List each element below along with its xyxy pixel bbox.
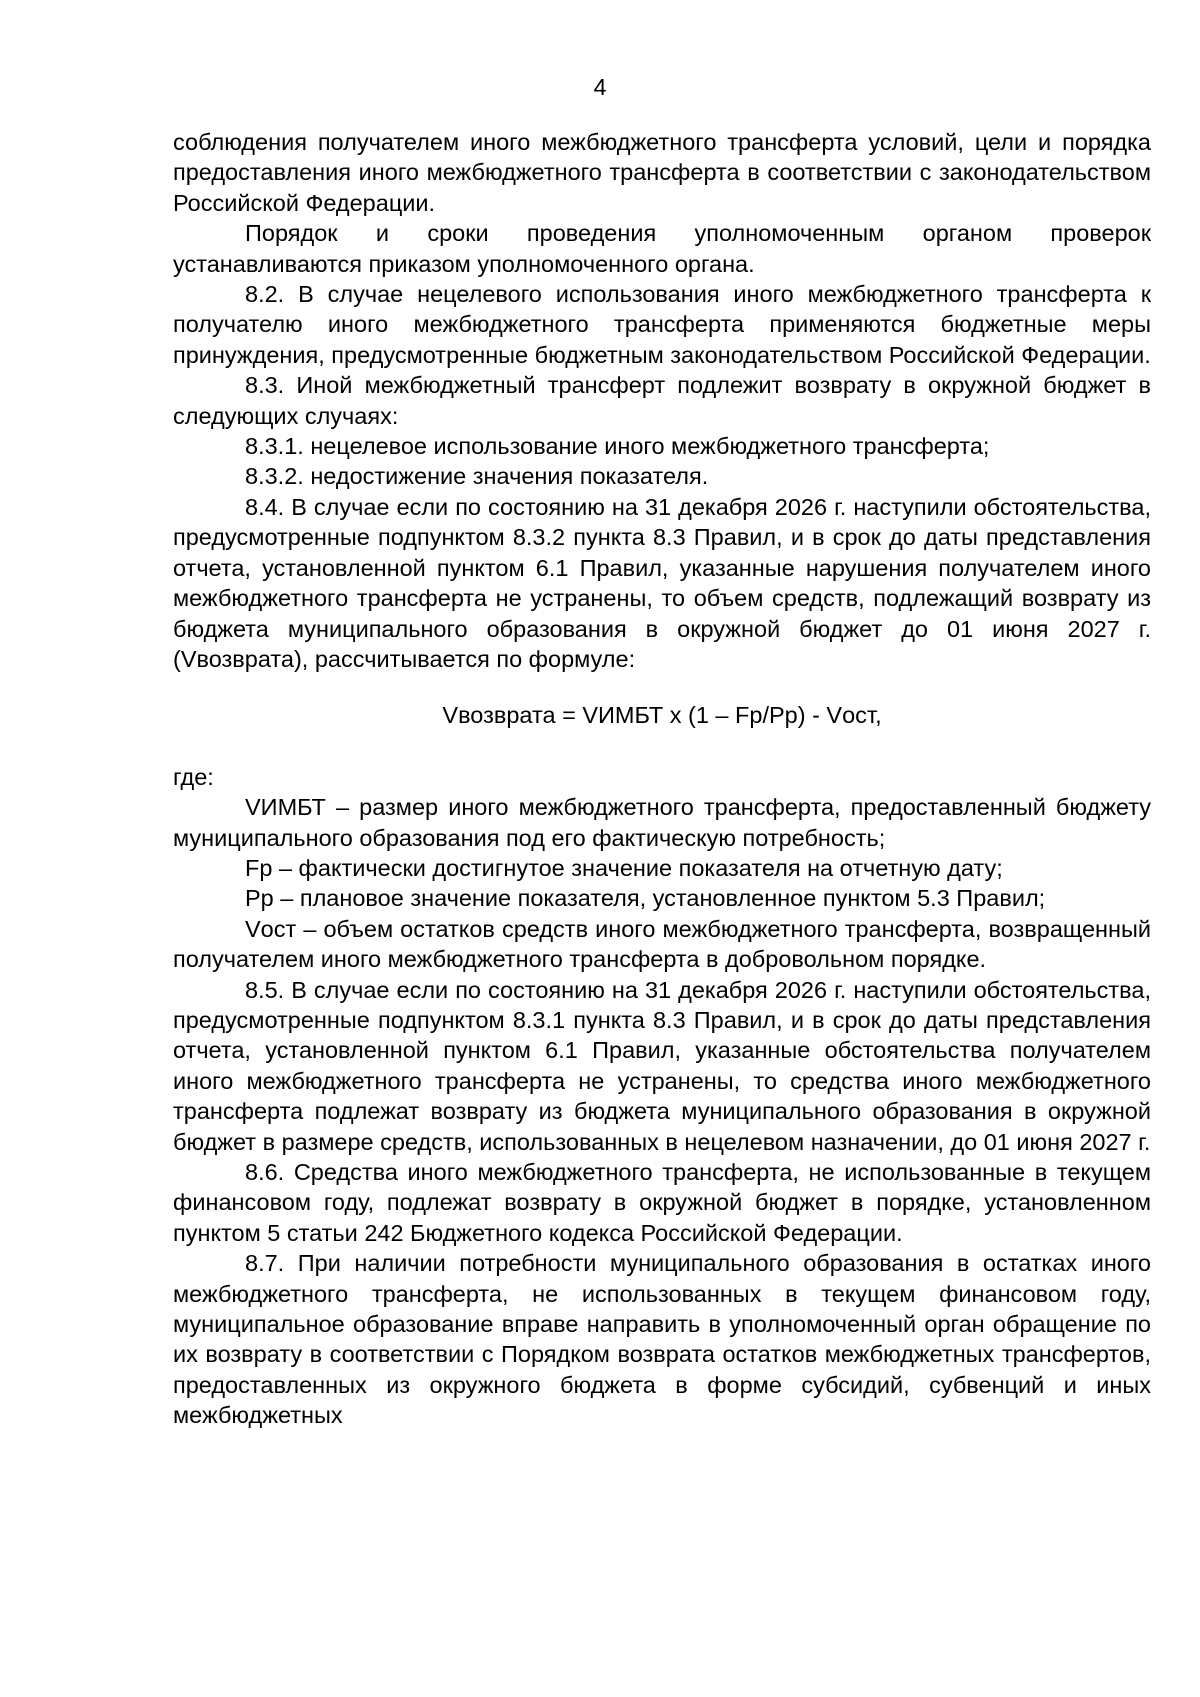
paragraph-8-4: 8.4. В случае если по состоянию на 31 декабря 2026 г. наступили обстоятельства, предусмотренные подпунктом 8.3.2 пункта 8.3 Правил, и в срок до даты представления отчета, установленной пунктом 6.1 Правил, указанные нарушения получателем иного межбюджетного трансферта не устранены, то объем средств, подлежащий возврату из бюджета муниципального образования в окружной бюджет до 01 июня 2027 г. (Vвозврата), рассчитывается по формуле:: [173, 493, 1151, 672]
paragraph-8-3: 8.3. Иной межбюджетный трансферт подлежит возврату в окружной бюджет в следующих случаях:: [173, 372, 1151, 429]
paragraph: соблюдения получателем иного межбюджетного трансферта условий, цели и порядка предоставления иного межбюджетного трансферта в соответствии с законодательством Российской Федерации.: [173, 129, 1151, 216]
paragraph-8-6: 8.6. Средства иного межбюджетного трансферта, не использованные в текущем финансовом году, подлежат возврату в окружной бюджет в порядке, установленном пунктом 5 статьи 242 Бюджетного кодекса Российской Федерации.: [173, 1159, 1151, 1246]
paragraph-8-2: 8.2. В случае нецелевого использования иного межбюджетного трансферта к получателю иного межбюджетного трансферта применяются бюджетные меры принуждения, предусмотренные бюджетным законодательством Российской Федерации.: [173, 281, 1151, 368]
paragraph: Порядок и сроки проведения уполномоченным органом проверок устанавливаются приказом уполномоченного органа.: [173, 220, 1151, 277]
definition-fp: Fp – фактически достигнутое значение показателя на отчетную дату;: [245, 854, 1003, 881]
definition-pp: Pp – плановое значение показателя, установленное пунктом 5.3 Правил;: [245, 885, 1046, 912]
where-label: где:: [173, 763, 214, 790]
formula: Vвозврата = VИМБТ x (1 – Fp/Pp) - Vост,: [442, 702, 882, 729]
definition-vimbt: VИМБТ – размер иного межбюджетного трансферта, предоставленный бюджету муниципального образования под его фактическую потребность;: [173, 794, 1151, 851]
document-body: [173, 127, 1151, 1431]
paragraph-8-5: 8.5. В случае если по состоянию на 31 декабря 2026 г. наступили обстоятельства, предусмотренные подпунктом 8.3.1 пункта 8.3 Правил, и в срок до даты представления отчета, установленной пунктом 6.1 Правил, указанные обстоятельства получателем иного межбюджетного трансферта не устранены, то средства иного межбюджетного трансферта подлежат возврату из бюджета муниципального образования в окружной бюджет в размере средств, использованных в нецелевом назначении, до 01 июня 2027 г.: [173, 976, 1151, 1155]
definition-vost: Vост – объем остатков средств иного межбюджетного трансферта, возвращенный получателем иного межбюджетного трансферта в добровольном порядке.: [173, 915, 1151, 973]
paragraph-8-3-1: 8.3.1. нецелевое использование иного межбюджетного трансферта;: [245, 433, 990, 460]
paragraph-8-7: 8.7. При наличии потребности муниципального образования в остатках иного межбюджетного трансферта, не использованных в текущем финансовом году, муниципальное образование вправе направить в уполномоченный орган обращение по их возврату в соответствии с Порядком возврата остатков межбюджетных трансфертов, предоставленных из окружного бюджета в форме субсидий, субвенций и иных межбюджетных: [173, 1250, 1151, 1429]
page-number: 4: [593, 74, 607, 100]
paragraph-8-3-2: 8.3.2. недостижение значения показателя.: [245, 463, 709, 490]
